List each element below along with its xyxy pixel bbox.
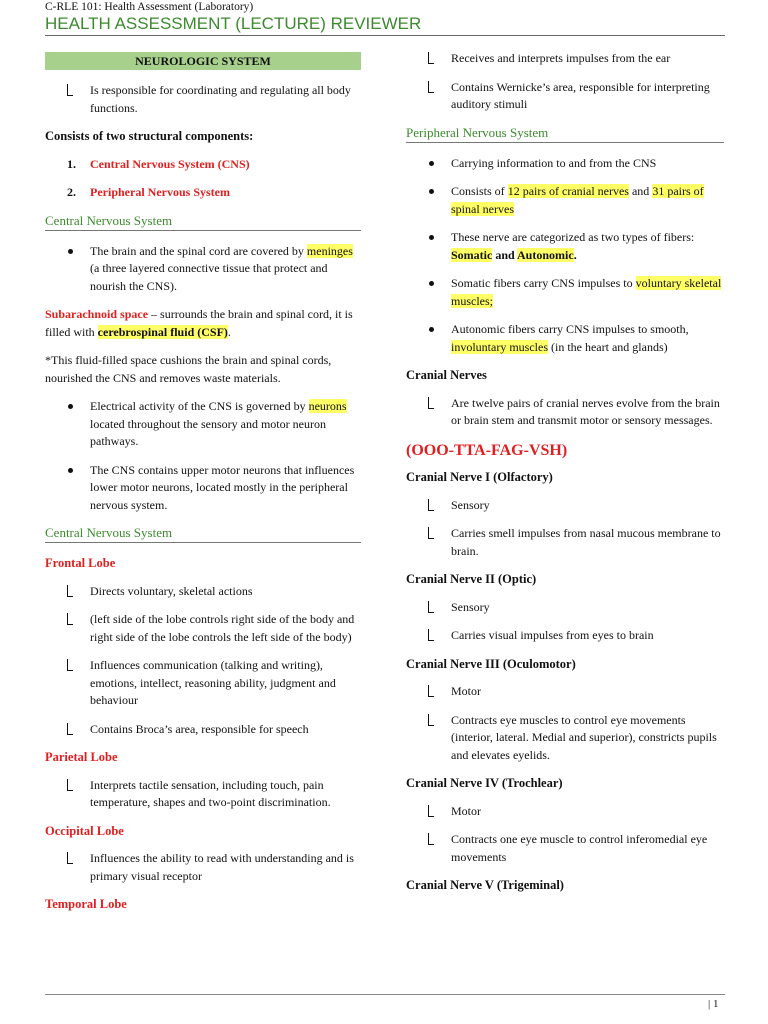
list-item: Somatic fibers carry CNS impulses to voluntary skeletal muscles; (406, 275, 724, 310)
section-title-neurologic: NEUROLOGIC SYSTEM (45, 52, 361, 70)
list-item: Interprets tactile sensation, including touch, pain temperature, shapes and two-point discrimination. (45, 777, 361, 812)
item-text: Central Nervous System (CNS) (90, 156, 250, 171)
list-item: Are twelve pairs of cranial nerves evolve from the brain or brain stem and transmit motor or sensory messages. (406, 395, 724, 430)
corner-bullet-icon (67, 613, 73, 625)
bullet-dot-icon (68, 404, 73, 409)
list-item: Influences the ability to read with understanding and is primary visual receptor (45, 850, 361, 885)
list-item: The CNS contains upper motor neurons that influences lower motor neurons, located mostly in the peripheral nervous system. (45, 462, 361, 515)
course-line: C-RLE 101: Health Assessment (Laboratory) (45, 1, 254, 13)
corner-bullet-icon (428, 629, 434, 641)
bullet-dot-icon (68, 468, 73, 473)
bullet-dot-icon (429, 327, 434, 332)
page-header (45, 0, 725, 36)
corner-bullet-icon (67, 84, 73, 96)
highlight: Autonomic (517, 247, 574, 262)
corner-bullet-icon (428, 499, 434, 511)
list-item: Autonomic fibers carry CNS impulses to smooth, involuntary muscles (in the heart and glands) (406, 321, 724, 356)
nerve-heading: Cranial Nerve II (Optic) (406, 572, 537, 586)
page-number: | 1 (708, 998, 719, 1010)
corner-bullet-icon (428, 714, 434, 726)
bullet-dot-icon (429, 281, 434, 286)
bullet-dot-icon (429, 235, 434, 240)
corner-bullet-icon (67, 659, 73, 671)
nerve-heading: Cranial Nerve III (Oculomotor) (406, 656, 576, 671)
highlight: voluntary skeletal muscles; (451, 276, 722, 308)
components-label: Consists of two structural components: (45, 129, 254, 143)
right-column (406, 50, 724, 905)
corner-bullet-icon (67, 852, 73, 864)
list-item: Directs voluntary, skeletal actions (45, 583, 361, 601)
list-item: Contains Wernicke’s area, responsible for interpreting auditory stimuli (406, 79, 724, 114)
corner-bullet-icon (428, 52, 434, 64)
item-number: 2. (67, 185, 76, 199)
corner-bullet-icon (428, 397, 434, 409)
list-item: Receives and interprets impulses from the ear (406, 50, 724, 68)
temporal-lobe-heading: Temporal Lobe (45, 897, 127, 911)
footer-divider (45, 994, 725, 995)
item-text: Peripheral Nervous System (90, 185, 230, 199)
mnemonic: (OOO-TTA-FAG-VSH) (406, 441, 568, 459)
bullet-dot-icon (68, 249, 73, 254)
nerve-heading: Cranial Nerve V (Trigeminal) (406, 878, 564, 892)
cns-heading: Central Nervous System (45, 213, 361, 231)
cns-heading-2: Central Nervous System (45, 525, 361, 543)
highlight: Somatic (451, 247, 493, 262)
highlight: meninges (306, 243, 353, 258)
highlight: cerebrospinal fluid (CSF) (97, 324, 228, 339)
list-item: (left side of the lobe controls right side of the body and right side of the lobe controls the left side of the body) (45, 611, 361, 646)
list-item: Is responsible for coordinating and regulating all body functions. (45, 82, 361, 117)
list-item: Motor (406, 803, 724, 821)
corner-bullet-icon (428, 527, 434, 539)
highlight: neurons (308, 399, 347, 413)
numbered-item (45, 184, 361, 202)
list-item: Carrying information to and from the CNS (406, 155, 724, 173)
list-item: Consists of 12 pairs of cranial nerves and 31 pairs of spinal nerves (406, 183, 724, 218)
list-item: Contracts eye muscles to control eye movements (interior, lateral. Medial and superior), constricts pupils and elevates eyelids. (406, 712, 724, 765)
corner-bullet-icon (428, 601, 434, 613)
list-item: Sensory (406, 497, 724, 515)
list-item: Influences communication (talking and writing), emotions, intellect, reasoning ability, judgment and behaviour (45, 657, 361, 710)
pns-heading: Peripheral Nervous System (406, 125, 724, 143)
left-column (45, 50, 361, 924)
list-item: Carries smell impulses from nasal mucous membrane to brain. (406, 525, 724, 560)
bullet-dot-icon (429, 161, 434, 166)
numbered-item (45, 156, 361, 174)
occipital-lobe-heading: Occipital Lobe (45, 823, 124, 838)
subarachnoid-paragraph: Subarachnoid space – surrounds the brain and spinal cord, it is filled with cerebrospinal fluid (CSF). (45, 307, 353, 339)
highlight: involuntary muscles (451, 339, 548, 354)
corner-bullet-icon (428, 685, 434, 697)
fluid-note: *This fluid-filled space cushions the brain and spinal cords, nourished the CNS and removes waste materials. (45, 353, 332, 385)
document-title: HEALTH ASSESSMENT (LECTURE) REVIEWER (45, 14, 725, 36)
list-item: These nerve are categorized as two types of fibers: Somatic and Autonomic. (406, 229, 724, 264)
list-item: Electrical activity of the CNS is governed by neurons located throughout the sensory and motor neuron pathways. (45, 398, 361, 451)
corner-bullet-icon (67, 585, 73, 597)
corner-bullet-icon (428, 805, 434, 817)
list-item: Carries visual impulses from eyes to brain (406, 627, 724, 645)
bullet-dot-icon (429, 189, 434, 194)
highlight: 31 pairs of spinal nerves (451, 184, 704, 216)
list-item: Contracts one eye muscle to control inferomedial eye movements (406, 831, 724, 866)
list-item: Motor (406, 683, 724, 701)
highlight: 12 pairs of cranial nerves (507, 184, 629, 198)
corner-bullet-icon (67, 723, 73, 735)
corner-bullet-icon (67, 779, 73, 791)
list-item: Contains Broca’s area, responsible for speech (45, 721, 361, 739)
parietal-lobe-heading: Parietal Lobe (45, 750, 118, 764)
nerve-heading: Cranial Nerve IV (Trochlear) (406, 776, 563, 790)
list-item: Sensory (406, 599, 724, 617)
frontal-lobe-heading: Frontal Lobe (45, 556, 116, 570)
corner-bullet-icon (428, 833, 434, 845)
cranial-nerves-heading: Cranial Nerves (406, 368, 487, 382)
corner-bullet-icon (428, 81, 434, 93)
nerve-heading: Cranial Nerve I (Olfactory) (406, 470, 553, 484)
item-number: 1. (67, 156, 76, 171)
list-item: The brain and the spinal cord are covered by meninges (a three layered connective tissue that protect and nourish the CNS). (45, 243, 361, 296)
